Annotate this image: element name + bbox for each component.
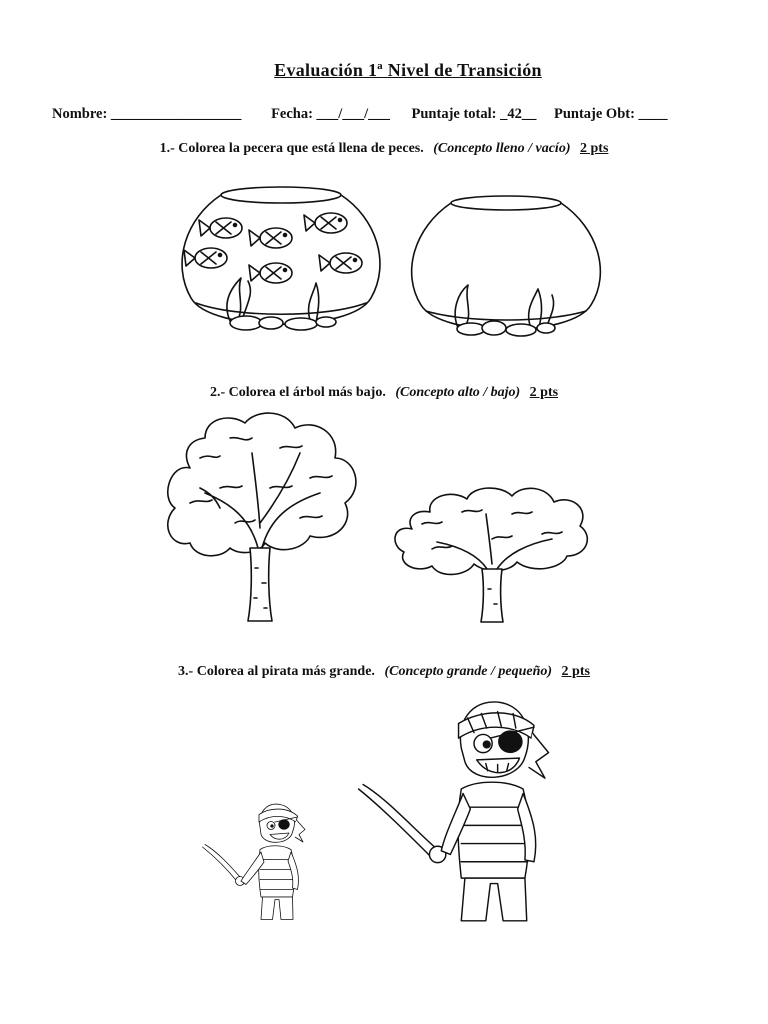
pirate-small-icon[interactable] <box>200 802 310 927</box>
question-3-points: 2 pts <box>561 664 590 679</box>
date-field[interactable]: Fecha: ___/___/___ <box>271 106 390 122</box>
question-1-points: 2 pts <box>580 141 609 156</box>
obtained-score-field[interactable]: Puntaje Obt: ____ <box>553 106 668 122</box>
page-title: Evaluación 1ª Nivel de Transición <box>274 60 542 80</box>
tree-short-icon[interactable] <box>392 484 592 624</box>
question-3-text: 3.- Colorea al pirata más grande. <box>178 664 375 679</box>
student-info-line <box>52 106 672 123</box>
fishbowl-full-icon[interactable] <box>176 183 386 338</box>
fishbowl-empty-icon[interactable] <box>406 193 606 343</box>
question-1-text: 1.- Colorea la pecera que está llena de peces. <box>159 141 424 156</box>
question-1-concept: (Concepto lleno / vacío) <box>433 141 571 156</box>
question-2 <box>0 385 768 401</box>
question-3-concept: (Concepto grande / pequeño) <box>384 664 553 679</box>
question-3 <box>0 664 768 680</box>
tree-tall-icon[interactable] <box>160 408 365 623</box>
question-2-points: 2 pts <box>529 385 559 400</box>
question-2-concept: (Concepto alto / bajo) <box>395 385 521 400</box>
question-2-text: 2.- Colorea el árbol más bajo. <box>209 385 386 400</box>
pirate-big-icon[interactable] <box>354 698 554 930</box>
name-field[interactable]: Nombre: __________________ <box>52 106 242 122</box>
question-1 <box>0 141 768 157</box>
total-score-label: Puntaje total: _42__ <box>411 106 537 122</box>
